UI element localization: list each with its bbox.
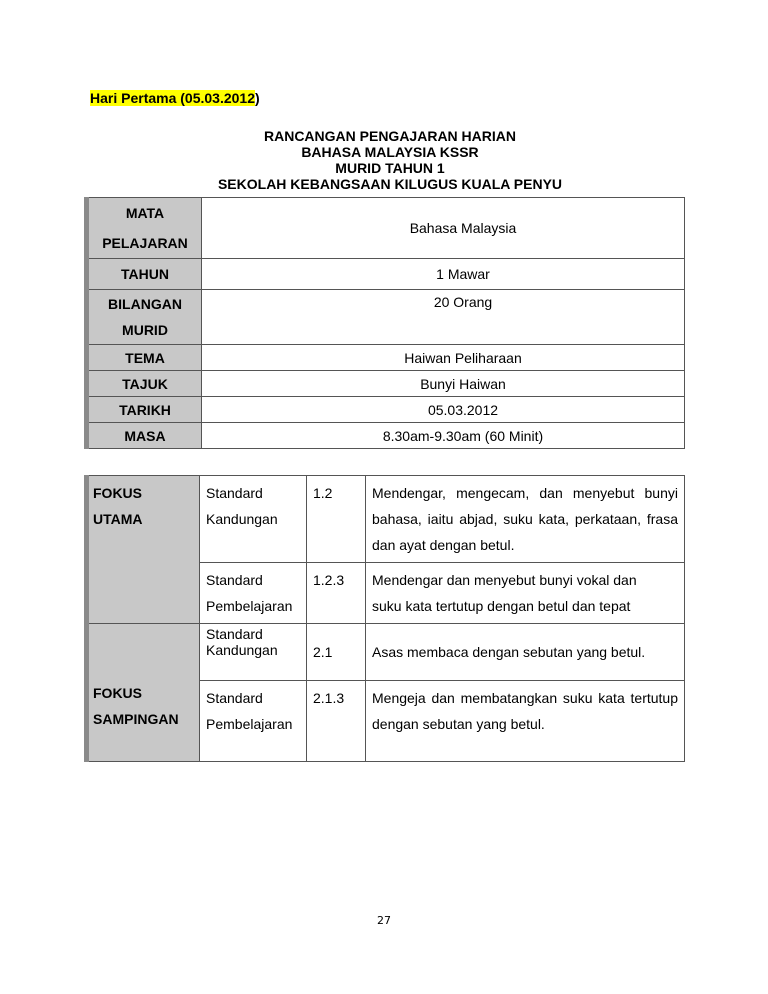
info-label-tajuk: TAJUK [87,371,202,397]
focus-type-3 [200,624,307,681]
page-number: 27 [377,914,391,927]
focus-row-3 [87,624,685,681]
lesson-info-table [84,197,685,449]
day-label-highlight: Hari Pertama (05.03.2012 [90,90,255,106]
info-label-tahun: TAHUN [87,259,202,290]
info-value-tema: Haiwan Peliharaan [202,345,685,371]
title-line-2: BAHASA MALAYSIA KSSR [301,144,479,160]
focus-text-2 [366,563,685,624]
info-label-tema: TEMA [87,345,202,371]
info-row-mata-pelajaran [87,198,685,259]
info-value-mata-pelajaran: Bahasa Malaysia [202,198,685,259]
bilangan-line2: MURID [122,322,168,338]
title-line-3: MURID TAHUN 1 [335,160,445,176]
day-label-rest: ) [255,90,260,106]
type-3-line1: Standard [206,626,263,642]
info-row-tajuk [87,371,685,397]
info-value-masa: 8.30am-9.30am (60 Minit) [202,423,685,449]
focus-text-4: Mengeja dan membatangkan suku kata tertutup dengan sebutan yang betul. [366,681,685,762]
type-2-line1: Standard [206,572,263,588]
mata-line1: MATA [125,205,165,221]
info-row-tahun [87,259,685,290]
focus-code-1: 1.2 [307,476,366,563]
sampingan-line1: FOKUS [93,684,142,701]
mata-line2: PELAJARAN [102,235,188,251]
info-value-tajuk: Bunyi Haiwan [202,371,685,397]
type-1-line2: Kandungan [206,511,278,527]
focus-type-2 [200,563,307,624]
focus-type-4 [200,681,307,762]
focus-utama-label [87,476,200,624]
info-label-mata-pelajaran [87,198,202,259]
info-value-tarikh: 05.03.2012 [202,397,685,423]
info-row-tarikh [87,397,685,423]
title-line-1: RANCANGAN PENGAJARAN HARIAN [263,128,516,144]
info-label-tarikh: TARIKH [87,397,202,423]
focus-code-3: 2.1 [307,624,366,681]
focus-row-1 [87,476,685,563]
sampingan-line2: SAMPINGAN [93,710,179,727]
focus-type-1 [200,476,307,563]
info-label-masa: MASA [87,423,202,449]
focus-code-4: 2.1.3 [307,681,366,762]
info-value-bilangan-murid: 20 Orang [202,290,685,345]
type-1-line1: Standard [206,485,263,501]
bilangan-line1: BILANGAN [108,296,182,312]
type-3-line2: Kandungan [206,642,278,658]
text-2-line1: Mendengar dan menyebut bunyi vokal dan [372,572,637,588]
day-label [90,89,260,107]
info-row-tema [87,345,685,371]
info-value-tahun: 1 Mawar [202,259,685,290]
info-row-bilangan-murid [87,290,685,345]
text-2-line2: suku kata tertutup dengan betul dan tepat [372,598,631,614]
utama-line2: UTAMA [93,511,143,527]
type-4-line1: Standard [206,690,263,706]
type-2-line2: Pembelajaran [206,598,293,614]
type-4-line2: Pembelajaran [206,716,293,732]
utama-line1: FOKUS [93,485,142,501]
info-row-masa [87,423,685,449]
focus-code-2: 1.2.3 [307,563,366,624]
focus-text-3: Asas membaca dengan sebutan yang betul. [366,624,685,681]
focus-sampingan-label [87,624,200,762]
title-line-4: SEKOLAH KEBANGSAAN KILUGUS KUALA PENYU [217,176,563,192]
focus-text-1: Mendengar, mengecam, dan menyebut bunyi bahasa, iaitu abjad, suku kata, perkataan, frasa dan ayat dengan betul. [366,476,685,563]
focus-table [84,475,685,762]
info-label-bilangan-murid [87,290,202,345]
lesson-plan-title [170,128,610,192]
